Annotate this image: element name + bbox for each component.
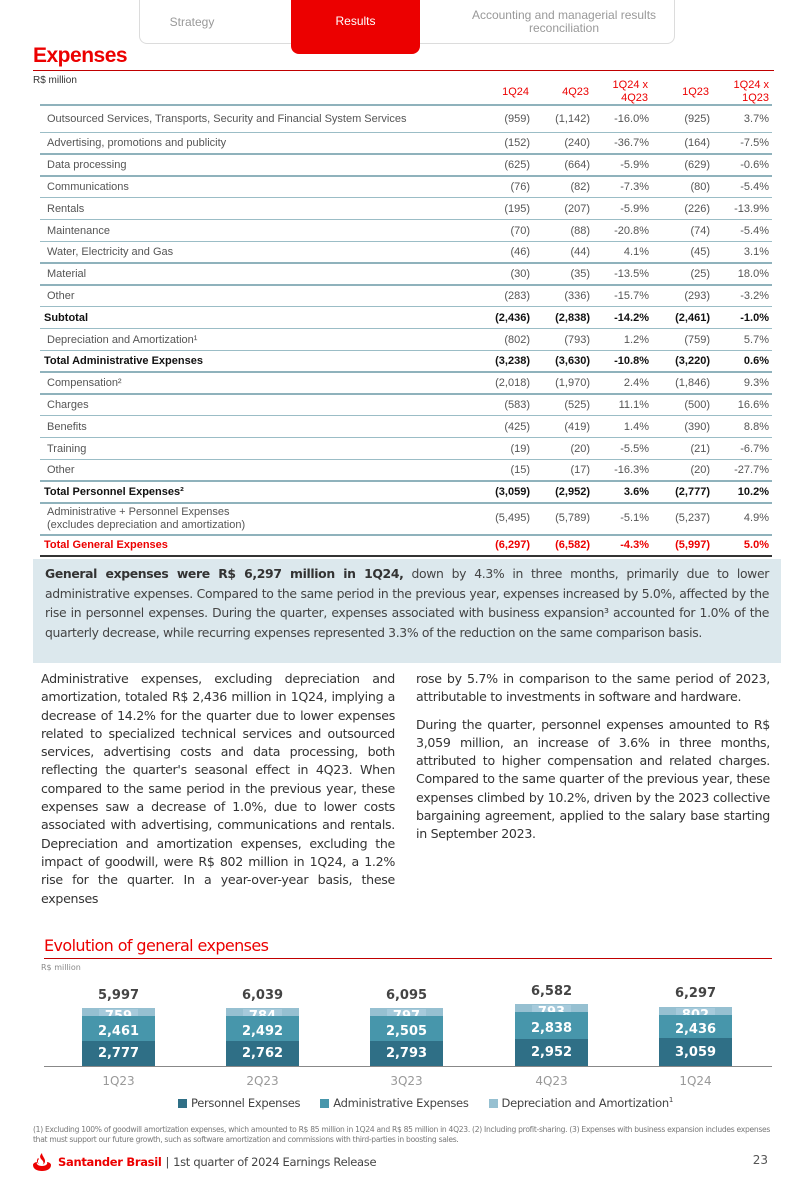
cell-yoy: 10.2%: [737, 485, 769, 498]
page-number: 23: [752, 1153, 768, 1167]
cell-1q23: (3,220): [675, 354, 710, 367]
segment-label: 2,492: [241, 1024, 284, 1039]
cell-qoq: 1.2%: [623, 333, 649, 346]
legend-item-depreciation: [489, 1096, 673, 1110]
title-divider: [33, 70, 774, 71]
cell-1q24: (959): [504, 112, 530, 125]
cell-1q24: (625): [504, 158, 530, 171]
table-row-subtotal: [40, 307, 772, 329]
cell-4q23: (2,838): [555, 311, 590, 324]
cell-4q23: (1,142): [555, 112, 590, 125]
segment-label: 2,777: [97, 1046, 140, 1061]
table-row-total-general: [40, 536, 772, 558]
table-row: [40, 373, 772, 395]
cell-1q23: (500): [684, 398, 710, 411]
cell-4q23: (664): [564, 158, 590, 171]
legend-swatch-personnel: [178, 1099, 187, 1108]
category-label-4q23: 4Q23: [535, 1074, 568, 1088]
table-row: [40, 264, 772, 286]
bar-total-1q23: 5,997: [97, 988, 140, 1003]
cell-yoy: 18.0%: [737, 267, 769, 280]
bar-total-1q24: 6,297: [674, 986, 717, 1001]
cell-qoq: -5.5%: [620, 442, 649, 455]
cell-1q24: (70): [510, 224, 530, 237]
row-label: Maintenance: [47, 224, 110, 237]
table-row: [40, 329, 772, 351]
segment-label: 3,059: [674, 1044, 717, 1060]
cell-qoq: -16.0%: [614, 112, 649, 125]
cell-1q23: (20): [690, 463, 710, 476]
col-header-4q23: 4Q23: [562, 86, 589, 98]
cell-qoq: 2.4%: [623, 376, 649, 389]
tab-results-label: Results: [335, 14, 376, 28]
cell-qoq: -14.2%: [614, 311, 649, 324]
cell-yoy: -1.0%: [740, 311, 769, 324]
segment-label: 2,762: [241, 1046, 284, 1061]
segment-label: 2,436: [674, 1022, 717, 1037]
tab-strategy[interactable]: [140, 0, 244, 44]
cell-1q24: (15): [510, 463, 530, 476]
cell-4q23: (793): [564, 333, 590, 346]
table-row: [40, 242, 772, 264]
bar-total-4q23: 6,582: [530, 984, 573, 999]
table-row-total-personnel: [40, 482, 772, 504]
legend-swatch-administrative: [320, 1099, 329, 1108]
table-unit-label: R$ million: [33, 75, 77, 86]
tab-accounting-label: Accounting and managerial results reconciliation: [471, 8, 657, 35]
cell-yoy: -5.4%: [740, 224, 769, 237]
cell-1q23: (1,846): [675, 376, 710, 389]
col-header-1q23: 1Q23: [682, 86, 709, 98]
row-label: Communications: [47, 180, 129, 193]
table-row: [40, 198, 772, 220]
row-label: Charges: [47, 398, 89, 411]
cell-yoy: 16.6%: [737, 398, 769, 411]
bar-total-3q23: 6,095: [385, 988, 428, 1003]
footer-release-title: 1st quarter of 2024 Earnings Release: [173, 1155, 377, 1169]
row-label: Material: [47, 267, 87, 280]
cell-1q23: (390): [684, 420, 710, 433]
category-label-1q23: 1Q23: [102, 1074, 135, 1088]
bar-segment-administrative: [226, 1016, 299, 1041]
bar-2q23: [226, 1008, 299, 1066]
cell-4q23: (88): [570, 224, 590, 237]
bar-segment-personnel: [82, 1041, 155, 1066]
cell-yoy: -3.2%: [740, 289, 769, 302]
cell-1q24: (152): [504, 136, 530, 149]
bar-segment-depreciation: [82, 1008, 155, 1016]
row-label: Advertising, promotions and publicity: [47, 136, 227, 149]
legend-label-text: Depreciation and Amortization: [501, 1096, 669, 1110]
cell-1q23: (925): [684, 112, 710, 125]
table-row: [40, 460, 772, 482]
bar-segment-administrative: [370, 1016, 443, 1041]
cell-qoq: -5.9%: [620, 158, 649, 171]
cell-4q23: (419): [564, 420, 590, 433]
cell-1q24: (583): [504, 398, 530, 411]
table-row: [40, 105, 772, 133]
bar-segment-personnel: [515, 1039, 588, 1066]
cell-yoy: 5.0%: [743, 539, 769, 552]
body-column-left: [41, 670, 395, 908]
cell-1q24: (5,495): [495, 512, 530, 525]
cell-qoq: -13.5%: [614, 267, 649, 280]
row-label: Training: [47, 442, 87, 455]
legend-label: [502, 1096, 673, 1110]
cell-1q24: (195): [504, 202, 530, 215]
cell-1q23: (2,777): [675, 485, 710, 498]
cell-qoq: -16.3%: [614, 463, 649, 476]
row-label: Data processing: [47, 158, 127, 171]
cell-4q23: (17): [570, 463, 590, 476]
cell-4q23: (525): [564, 398, 590, 411]
chart-title-divider: [44, 958, 772, 959]
table-row: [40, 133, 772, 155]
cell-yoy: -5.4%: [740, 180, 769, 193]
row-label-line2: (excludes depreciation and amortization): [47, 518, 246, 531]
bar-segment-administrative: [515, 1012, 588, 1039]
cell-yoy: -0.6%: [740, 158, 769, 171]
bar-segment-depreciation: [659, 1007, 732, 1015]
cell-yoy: -6.7%: [740, 442, 769, 455]
cell-1q23: (74): [690, 224, 710, 237]
cell-1q24: (46): [510, 245, 530, 258]
cell-yoy: 0.6%: [743, 354, 769, 367]
table-row: [40, 438, 772, 460]
row-label: [47, 506, 245, 532]
tab-strategy-label: Strategy: [169, 14, 215, 29]
expenses-table: [40, 105, 772, 557]
bar-segment-personnel: [370, 1041, 443, 1066]
legend-footnote-marker: 1: [668, 1096, 673, 1105]
cell-1q24: (3,059): [495, 485, 530, 498]
table-row: [40, 286, 772, 308]
category-label-1q24: 1Q24: [679, 1074, 712, 1088]
cell-4q23: (44): [570, 245, 590, 258]
category-label-2q23: 2Q23: [246, 1074, 279, 1088]
cell-qoq: -7.3%: [620, 180, 649, 193]
cell-1q23: (21): [690, 442, 710, 455]
table-row: [40, 395, 772, 417]
bar-segment-depreciation: [226, 1008, 299, 1016]
legend-label: Administrative Expenses: [333, 1096, 469, 1110]
cell-yoy: 3.1%: [743, 245, 769, 258]
cell-1q24: (6,297): [495, 539, 530, 552]
bar-segment-personnel: [659, 1038, 732, 1066]
col-header-line: 1Q24 x: [612, 79, 648, 91]
cell-1q23: (164): [684, 136, 710, 149]
cell-qoq: 4.1%: [623, 245, 649, 258]
cell-qoq: -5.9%: [620, 202, 649, 215]
cell-4q23: (2,952): [555, 485, 590, 498]
legend-swatch-depreciation: [489, 1099, 498, 1108]
cell-1q24: (76): [510, 180, 530, 193]
cell-qoq: -10.8%: [614, 354, 649, 367]
chart-unit-label: R$ million: [41, 963, 81, 972]
cell-4q23: (82): [570, 180, 590, 193]
highlight-lead: General expenses were R$ 6,297 million in 1Q24,: [45, 566, 404, 581]
col-header-line: 4Q23: [621, 92, 648, 104]
cell-qoq: 11.1%: [618, 398, 649, 411]
row-label-line1: Administrative + Personnel Expenses: [47, 505, 230, 518]
row-label: Water, Electricity and Gas: [47, 245, 174, 258]
row-label: Total Administrative Expenses: [44, 354, 203, 367]
cell-yoy: 5.7%: [743, 333, 769, 346]
bar-1q23: [82, 1008, 155, 1066]
highlight-summary-box: [33, 559, 781, 663]
row-label: Subtotal: [44, 311, 88, 324]
row-label: Other: [47, 289, 75, 302]
cell-1q23: (25): [690, 267, 710, 280]
cell-qoq: -36.7%: [614, 136, 649, 149]
legend-item-personnel: [178, 1096, 300, 1110]
cell-1q24: (3,238): [495, 354, 530, 367]
cell-qoq: -4.3%: [620, 539, 649, 552]
paragraph-personnel: During the quarter, personnel expenses amounted to R$ 3,059 million, an increase of 3.6% in three months, attributed to higher compensation and related charges. Compared to the same quarter of the previous year, these expenses climbed by 10.2%, driven by the 2023 collective bargaining agreement, applied to the salary base starting in September 2023.: [416, 716, 770, 842]
segment-label: 2,838: [530, 1021, 573, 1036]
segment-label: 2,952: [530, 1045, 573, 1060]
col-header-1q24-vs-4q23: [600, 79, 648, 105]
footnotes: (1) Excluding 100% of goodwill amortization expenses, which amounted to R$ 85 million in 1Q24 and R$ 85 million in 4Q23. (2) Including profit-sharing. (3) Expenses with business expansion includes expenses that must support our future growth, such as software amortization and commissions with third-parties in boosting sales.: [33, 1125, 771, 1144]
row-label: Benefits: [47, 420, 87, 433]
table-row: [40, 220, 772, 242]
cell-4q23: (240): [564, 136, 590, 149]
legend-item-administrative: [320, 1096, 468, 1110]
bar-segment-depreciation: [370, 1008, 443, 1016]
segment-label: 2,461: [97, 1024, 140, 1039]
cell-1q24: (802): [504, 333, 530, 346]
row-label: Depreciation and Amortization¹: [47, 333, 198, 346]
cell-1q23: (5,237): [675, 512, 710, 525]
cell-4q23: (20): [570, 442, 590, 455]
chart-baseline: [44, 1066, 772, 1067]
bar-segment-administrative: [659, 1015, 732, 1038]
table-row-admin-plus-personnel: [40, 504, 772, 536]
row-label: Compensation²: [47, 376, 122, 389]
cell-1q23: (629): [684, 158, 710, 171]
cell-4q23: (6,582): [555, 539, 590, 552]
cell-4q23: (3,630): [555, 354, 590, 367]
cell-yoy: -7.5%: [740, 136, 769, 149]
cell-1q24: (283): [504, 289, 530, 302]
tab-results[interactable]: [291, 0, 420, 54]
cell-qoq: -5.1%: [620, 512, 649, 525]
row-label: Total Personnel Expenses²: [44, 485, 184, 498]
cell-qoq: 1.4%: [623, 420, 649, 433]
cell-1q23: (759): [684, 333, 710, 346]
cell-1q24: (425): [504, 420, 530, 433]
cell-4q23: (336): [564, 289, 590, 302]
cell-qoq: -15.7%: [614, 289, 649, 302]
bar-3q23: [370, 1008, 443, 1066]
cell-qoq: 3.6%: [623, 485, 649, 498]
bar-4q23: [515, 1004, 588, 1066]
table-row-total-administrative: [40, 351, 772, 373]
cell-1q24: (2,436): [495, 311, 530, 324]
paragraph-depreciation: rose by 5.7% in comparison to the same period of 2023, attributable to investments in software and hardware.: [416, 671, 770, 705]
cell-1q24: (19): [510, 442, 530, 455]
legend-label: Personnel Expenses: [191, 1096, 301, 1110]
segment-label: 2,793: [385, 1046, 428, 1061]
cell-1q23: (226): [684, 202, 710, 215]
bar-segment-administrative: [82, 1016, 155, 1041]
row-label: Rentals: [47, 202, 85, 215]
table-row: [40, 416, 772, 438]
paragraph-administrative: Administrative expenses, excluding depreciation and amortization, totaled R$ 2,436 million in 1Q24, implying a decrease of 14.2% for the quarter due to lower expenses related to specialized technical services and outsourced services, advertising costs and data processing, both reflecting the quarter's seasonal effect in 4Q23. When compared to the same period in the previous year, these expenses saw a decrease of 1.0%, due to lower costs associated with advertising, communications and rentals. Depreciation and amortization expenses, excluding the impact of goodwill, were R$ 802 million in 1Q24, a 1.2% rise for the quarter. In a year-over-year basis, these expenses: [41, 671, 395, 906]
cell-1q24: (2,018): [495, 376, 530, 389]
cell-1q23: (2,461): [675, 311, 710, 324]
row-label: Other: [47, 463, 75, 476]
row-label: Total General Expenses: [44, 539, 168, 552]
table-row: [40, 155, 772, 177]
bar-1q24: [659, 1007, 732, 1066]
footer-separator: |: [165, 1155, 170, 1169]
chart-legend: [178, 1096, 673, 1110]
cell-4q23: (1,970): [555, 376, 590, 389]
santander-flame-icon: [32, 1152, 52, 1172]
cell-yoy: -27.7%: [734, 463, 769, 476]
page-title: Expenses: [33, 44, 128, 67]
bar-segment-depreciation: [515, 1004, 588, 1012]
chart-title: Evolution of general expenses: [44, 936, 269, 955]
col-header-1q24-vs-1q23: [720, 79, 769, 105]
cell-4q23: (5,789): [555, 512, 590, 525]
highlight-text: down by 4.3% in three months, primarily due to lower administrative expenses. Compared to the same period in the previous year, expenses increased by 5.0%, affected by the rise in personnel expenses. During the quarter, expenses associated with business expansion³ accounted for 1.0% of the quarterly decrease, while recurring expenses represented 3.3% of the reduction on the same comparison basis.: [45, 566, 769, 640]
footer-brand: Santander Brasil: [58, 1155, 162, 1169]
segment-label: 2,505: [385, 1024, 428, 1039]
cell-1q23: (5,997): [675, 539, 710, 552]
col-header-line: 1Q24 x: [733, 79, 769, 91]
cell-4q23: (207): [564, 202, 590, 215]
row-label: Outsourced Services, Transports, Security and Financial System Services: [47, 112, 407, 125]
cell-yoy: 3.7%: [743, 112, 769, 125]
page-footer: [32, 1152, 376, 1172]
cell-yoy: 9.3%: [743, 376, 769, 389]
cell-yoy: 8.8%: [743, 420, 769, 433]
cell-1q23: (293): [684, 289, 710, 302]
cell-qoq: -20.8%: [614, 224, 649, 237]
cell-1q24: (30): [510, 267, 530, 280]
cell-yoy: 4.9%: [743, 512, 769, 525]
cell-1q23: (45): [690, 245, 710, 258]
cell-yoy: -13.9%: [734, 202, 769, 215]
body-column-right: [416, 670, 770, 844]
table-row: [40, 177, 772, 199]
cell-1q23: (80): [690, 180, 710, 193]
category-label-3q23: 3Q23: [390, 1074, 423, 1088]
cell-4q23: (35): [570, 267, 590, 280]
bar-total-2q23: 6,039: [241, 988, 284, 1003]
col-header-line: 1Q23: [742, 92, 769, 104]
tab-accounting-reconciliation[interactable]: [460, 0, 668, 44]
col-header-1q24: 1Q24: [502, 86, 529, 98]
bar-segment-personnel: [226, 1041, 299, 1066]
